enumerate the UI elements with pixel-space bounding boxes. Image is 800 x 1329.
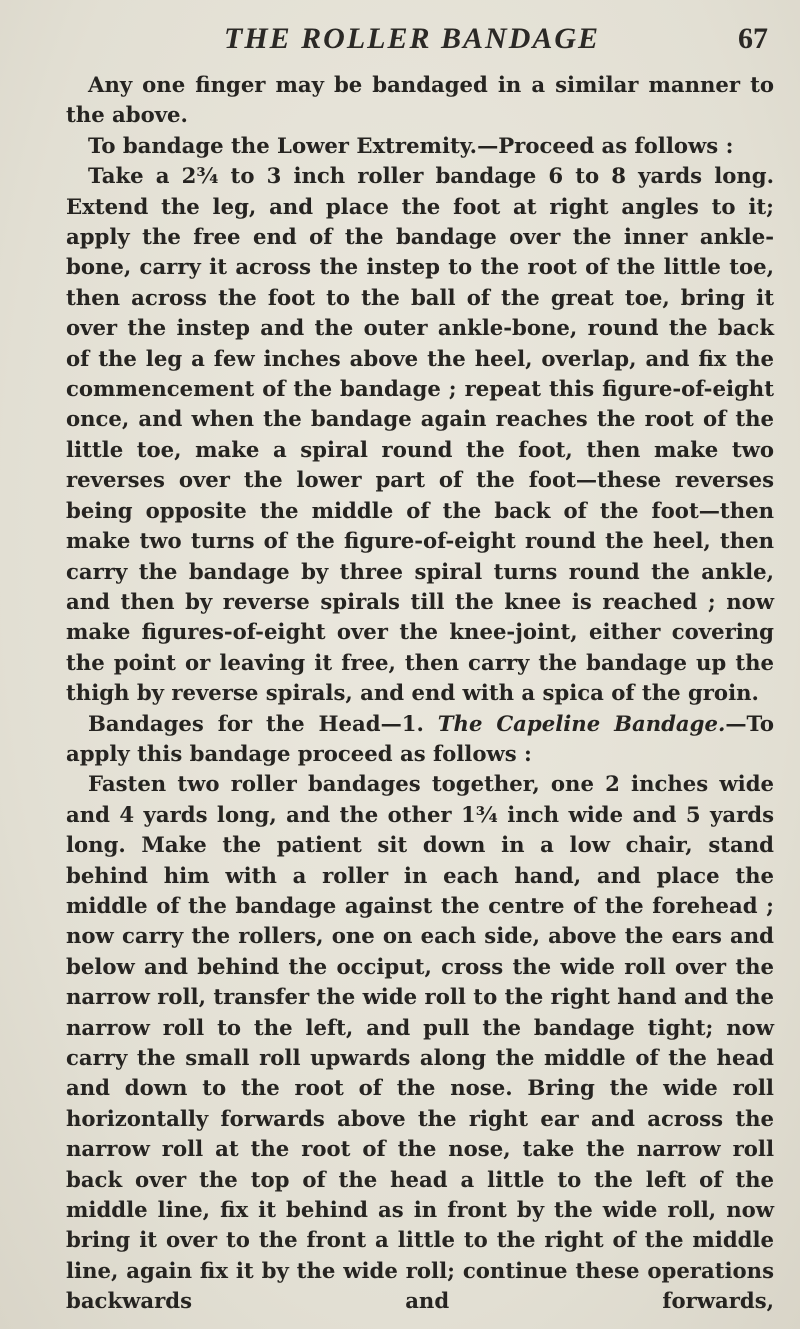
- capeline-intro: —To apply this bandage proceed as follows :: [66, 710, 774, 766]
- section-heading-lower-extremity: To bandage the Lower Extremity.: [88, 132, 478, 158]
- paragraph-capeline-method: Fasten two roller bandages together, one 2 inches wide and 4 yards long, and the other 1¾ inch wide and 5 yards long. Make the patient sit down in a low chair, stand behind him with a roller in each hand, and place the middle of the bandage against the centre of the forehead ; now carry the rollers, one on each side, above the ears and below and behind the occiput, cross the wide roll over the narrow roll, transfer the wide roll to the right hand and the narrow roll to the left, and pull the bandage tight; now carry the small roll upwards along the middle of the head and down to the root of the nose. Bring the wide roll horizontally forwards above the right ear and across the narrow roll at the root of the nose, take the narrow roll back over the top of the head a little to the left of the middle line, fix it behind as in front by the wide roll, now bring it over to the front a little to the right of the middle line, again fix it by the wide roll; continue these operations backwards and forwards,: [66, 771, 774, 1314]
- running-head: [66, 0, 774, 60]
- capeline-bandage-title: The Capeline Bandage.: [437, 710, 726, 736]
- body-text: [66, 70, 774, 1317]
- heading-continuation: —Proceed as follows :: [477, 132, 734, 158]
- page-number: 67: [738, 22, 768, 55]
- paragraph-lower-extremity-heading: [66, 131, 774, 161]
- section-heading-head-bandages: Bandages for the Head—1.: [88, 710, 424, 736]
- paragraph-lower-extremity-method: Take a 2¾ to 3 inch roller bandage 6 to 8 yards long. Extend the leg, and place the foot at right angles to it; apply the free end of the bandage over the inner ankle-bone, carry it across the instep to the root of the little toe, then across the foot to the ball of the great toe, bring it over the instep and the outer ankle-bone, round the back of the leg a few inches above the heel, overlap, and fix the commencement of the bandage ; repeat this figure-of-eight once, and when the bandage again reaches the root of the little toe, make a spiral round the foot, then make two reverses over the lower part of the foot—these reverses being opposite the middle of the back of the foot—then make two turns of the figure-of-eight round the heel, then carry the bandage by three spiral turns round the ankle, and then by reverse spirals till the knee is reached ; now make figures-of-eight over the knee-joint, either covering the point or leaving it free, then carry the bandage up the thigh by reverse spirals, and end with a spica of the groin.: [66, 163, 774, 706]
- running-title: THE ROLLER BANDAGE: [224, 22, 601, 55]
- paragraph-head-bandages-heading: [66, 709, 774, 770]
- paragraph-finger: Any one finger may be bandaged in a similar manner to the above.: [66, 72, 774, 128]
